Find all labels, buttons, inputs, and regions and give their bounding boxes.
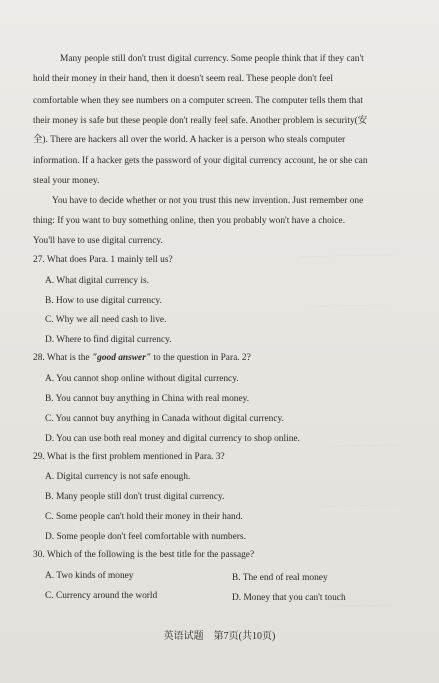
- para3-line: 全). There are hackers all over the world. A hacker is a person who steals computer: [33, 135, 346, 145]
- para3-line: steal your money.: [33, 176, 100, 186]
- question-30-option-d: D. Money that you can't touch: [232, 593, 346, 603]
- page-footer: 英语试题 第7页(共10页): [163, 631, 276, 642]
- question-27-option-b: B. How to use digital currency.: [45, 296, 162, 306]
- question-28-option-a: A. You cannot shop online without digital currency.: [45, 374, 239, 384]
- question-28-stem-text: 28. What is the: [33, 353, 92, 363]
- question-30-stem: 30. Which of the following is the best title for the passage?: [33, 550, 255, 560]
- para4-line: You'll have to use digital currency.: [33, 236, 163, 246]
- question-29-option-c: C. Some people can't hold their money in their hand.: [45, 512, 243, 522]
- question-28-option-c: C. You cannot buy anything in Canada without digital currency.: [45, 414, 284, 424]
- para3-line: information. If a hacker gets the password of your digital currency account, he or she can: [33, 156, 368, 166]
- bleed-through-text: ………………………: [329, 599, 394, 609]
- question-27-option-a: A. What digital currency is.: [45, 276, 149, 286]
- bleed-through-text: ……………………………: [319, 499, 398, 509]
- bleed-through-text: ……………………………: [309, 299, 388, 309]
- question-27-stem: 27. What does Para. 1 mainly tell us?: [33, 255, 173, 265]
- question-30-option-a: A. Two kinds of money: [45, 571, 134, 581]
- para3-line: their money is safe but these people don't really feel safe. Another problem is security(安: [33, 116, 368, 126]
- para3-line: comfortable when they see numbers on a computer screen. The computer tells them that: [33, 96, 363, 106]
- question-30-option-c: C. Currency around the world: [45, 591, 158, 601]
- question-27-option-c: C. Why we all need cash to live.: [45, 315, 167, 325]
- question-29-stem: 29. What is the first problem mentioned in Para. 3?: [33, 452, 225, 462]
- question-28-stem-text: to the question in Para. 2?: [151, 353, 251, 363]
- para3-line: Many people still don't trust digital currency. Some people think that if they can't: [60, 54, 364, 64]
- question-29-option-d: D. Some people don't feel comfortable with numbers.: [45, 532, 246, 542]
- para3-line: hold their money in their hand, then it doesn't seem real. These people don't feel: [33, 74, 333, 84]
- question-28-good-answer-emphasis: "good answer": [91, 353, 152, 363]
- question-27-option-d: D. Where to find digital currency.: [45, 335, 172, 345]
- question-29-option-a: A. Digital currency is not safe enough.: [45, 472, 191, 482]
- question-29-option-b: B. Many people still don't trust digital currency.: [45, 492, 225, 502]
- question-28-option-b: B. You cannot buy anything in China with real money.: [45, 394, 250, 404]
- question-30-option-b: B. The end of real money: [232, 573, 328, 583]
- bleed-through-text: ……………………………………: [299, 249, 399, 259]
- bleed-through-text: …………………………: [329, 439, 401, 449]
- para4-line: You have to decide whether or not you trust this new invention. Just remember one: [52, 196, 364, 206]
- para4-line: thing: If you want to buy something online, then you probably won't have a choice.: [33, 216, 346, 226]
- question-28-option-d: D. You can use both real money and digital currency to shop online.: [45, 434, 300, 444]
- question-28-stem: [33, 352, 251, 364]
